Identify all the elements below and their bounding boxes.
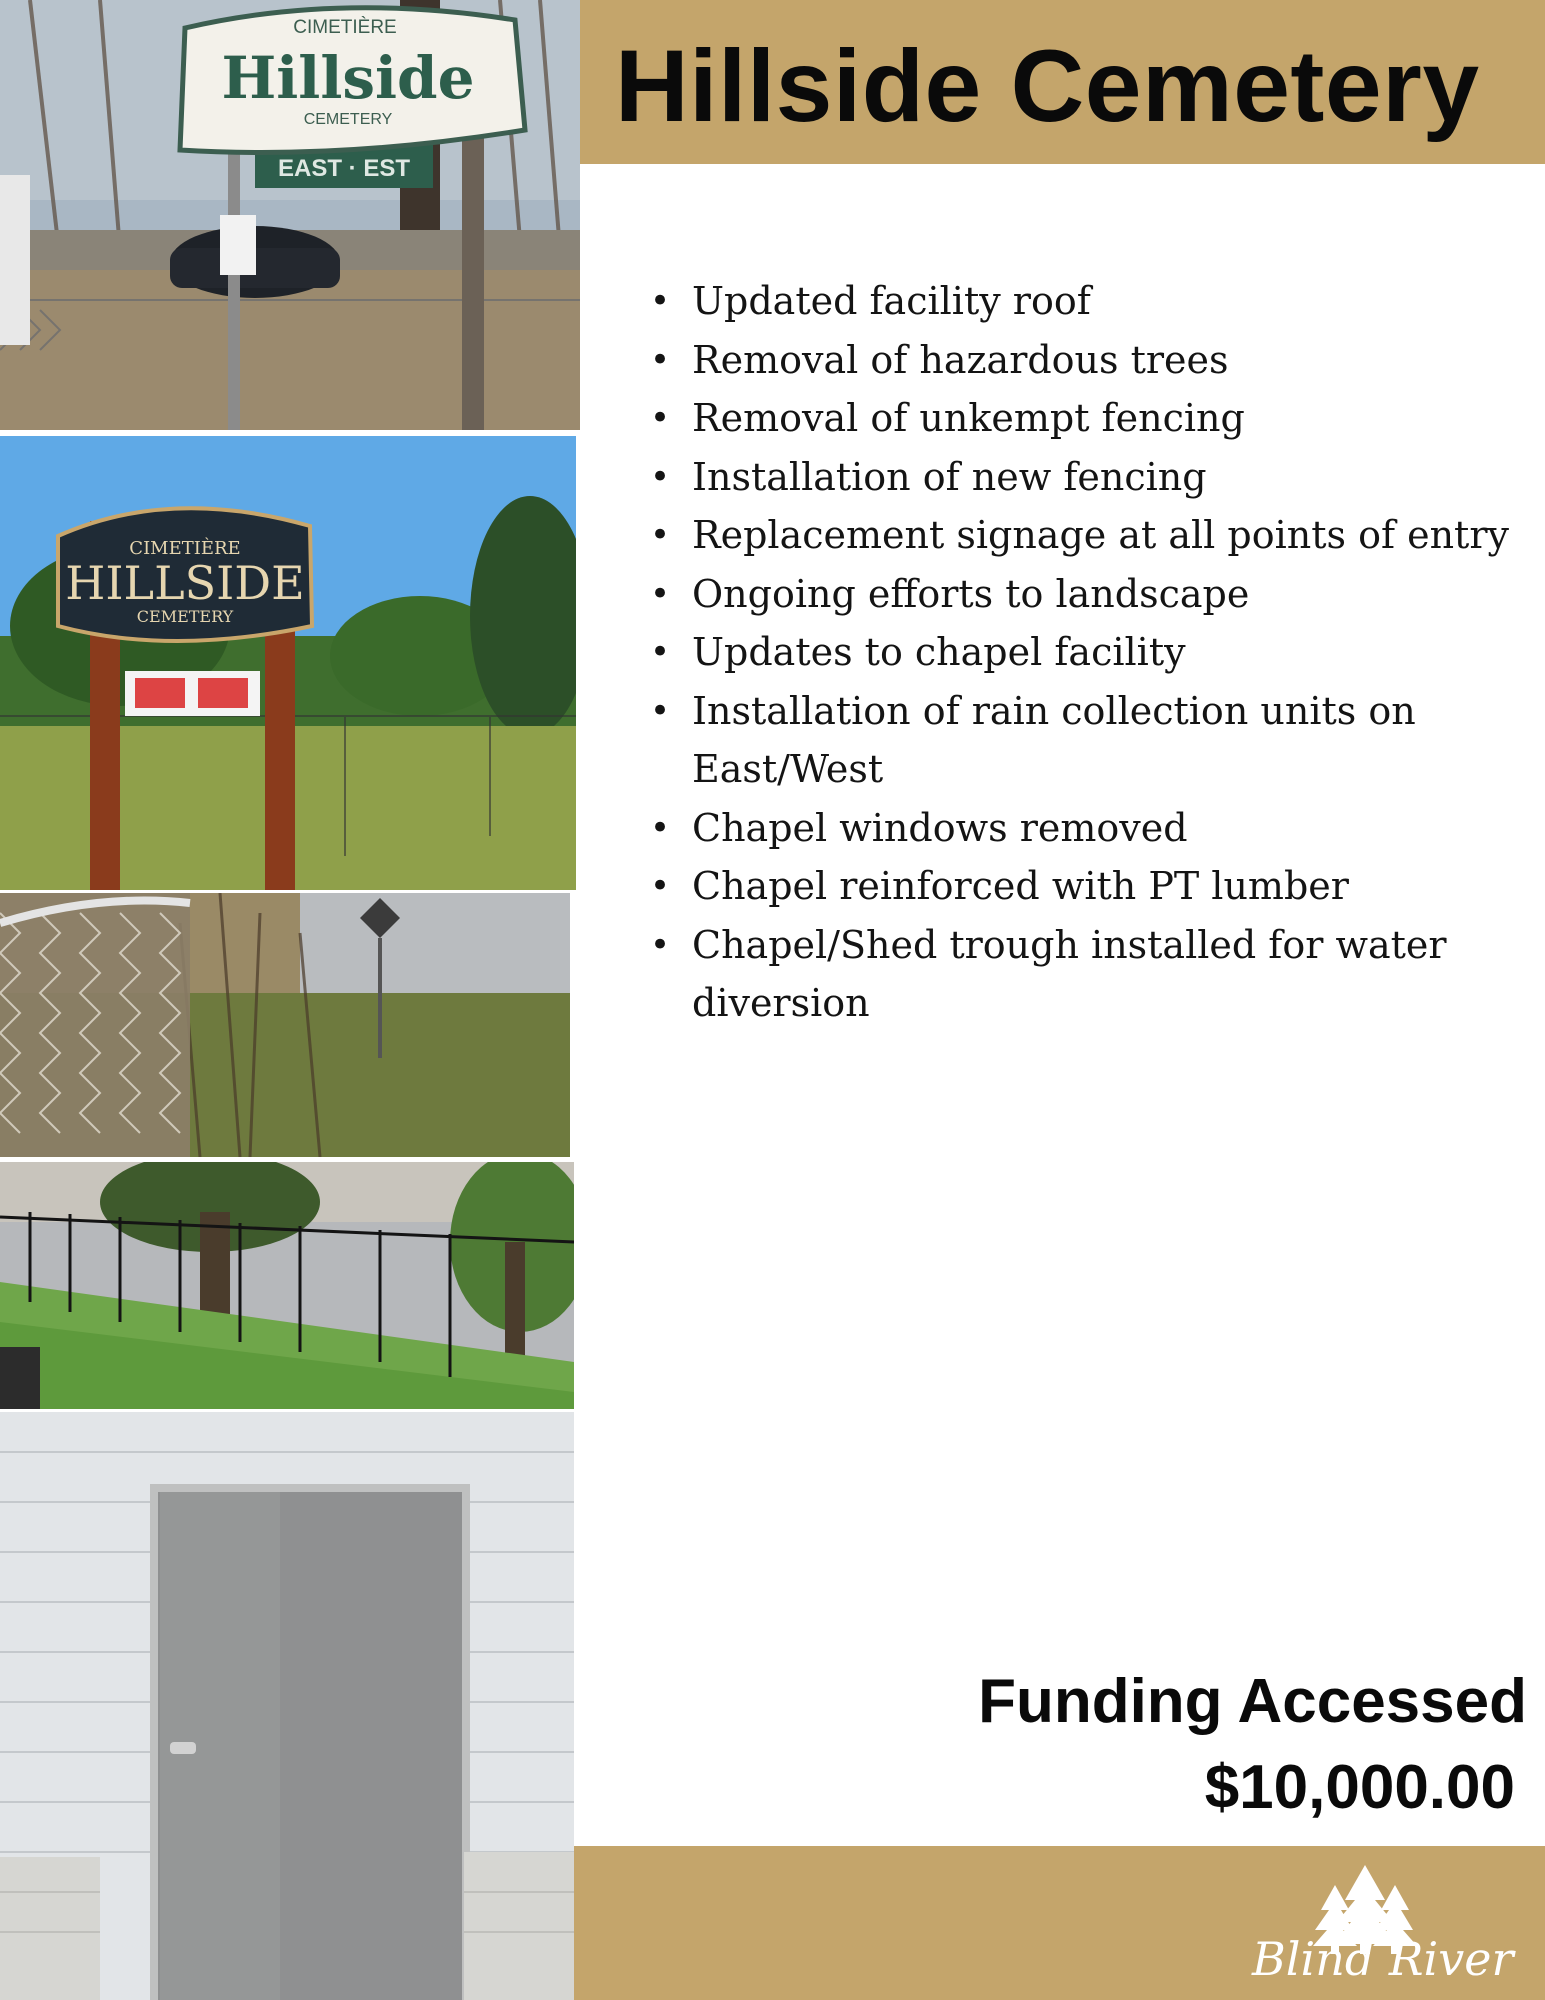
logo-text: Blind River (1252, 1932, 1514, 1986)
list-item: • Installation of new fencing (650, 448, 1520, 507)
sign-sub-text: EAST · EST (277, 155, 411, 182)
photo-hillside-sign (0, 0, 580, 430)
sign-name-text: Hillside (221, 44, 475, 112)
photo-hillside-entrance (0, 436, 576, 890)
list-item: • Updates to chapel facility (650, 623, 1520, 682)
list-item: • Installation of rain collection units on East/West (650, 682, 1520, 799)
list-item: • Chapel/Shed trough installed for water diversion (650, 916, 1520, 1033)
sign-top-text: CIMETIÈRE (293, 17, 397, 38)
list-item: • Removal of unkempt fencing (650, 389, 1520, 448)
sign2-top-text: CIMETIÈRE (129, 538, 241, 559)
photo-old-fence (0, 893, 570, 1157)
list-item: • Ongoing efforts to landscape (650, 565, 1520, 624)
sign2-name-text: HILLSIDE (65, 556, 305, 610)
list-item: • Removal of hazardous trees (650, 331, 1520, 390)
sign2-bottom-text: CEMETERY (136, 607, 234, 626)
funding-amount: $10,000.00 (1204, 1753, 1515, 1822)
list-item: • Replacement signage at all points of entry (650, 506, 1520, 565)
improvements-list (650, 272, 1520, 1033)
list-item: • Updated facility roof (650, 272, 1520, 331)
photo-chapel-door (0, 1412, 574, 2000)
funding-label: Funding Accessed (978, 1667, 1527, 1736)
photo-new-fence (0, 1162, 574, 1409)
list-item: • Chapel windows removed (650, 799, 1520, 858)
page-title: Hillside Cemetery (615, 29, 1480, 143)
sign-bottom-text: CEMETERY (303, 111, 393, 128)
photo-column (0, 0, 580, 2000)
list-item: • Chapel reinforced with PT lumber (650, 857, 1520, 916)
